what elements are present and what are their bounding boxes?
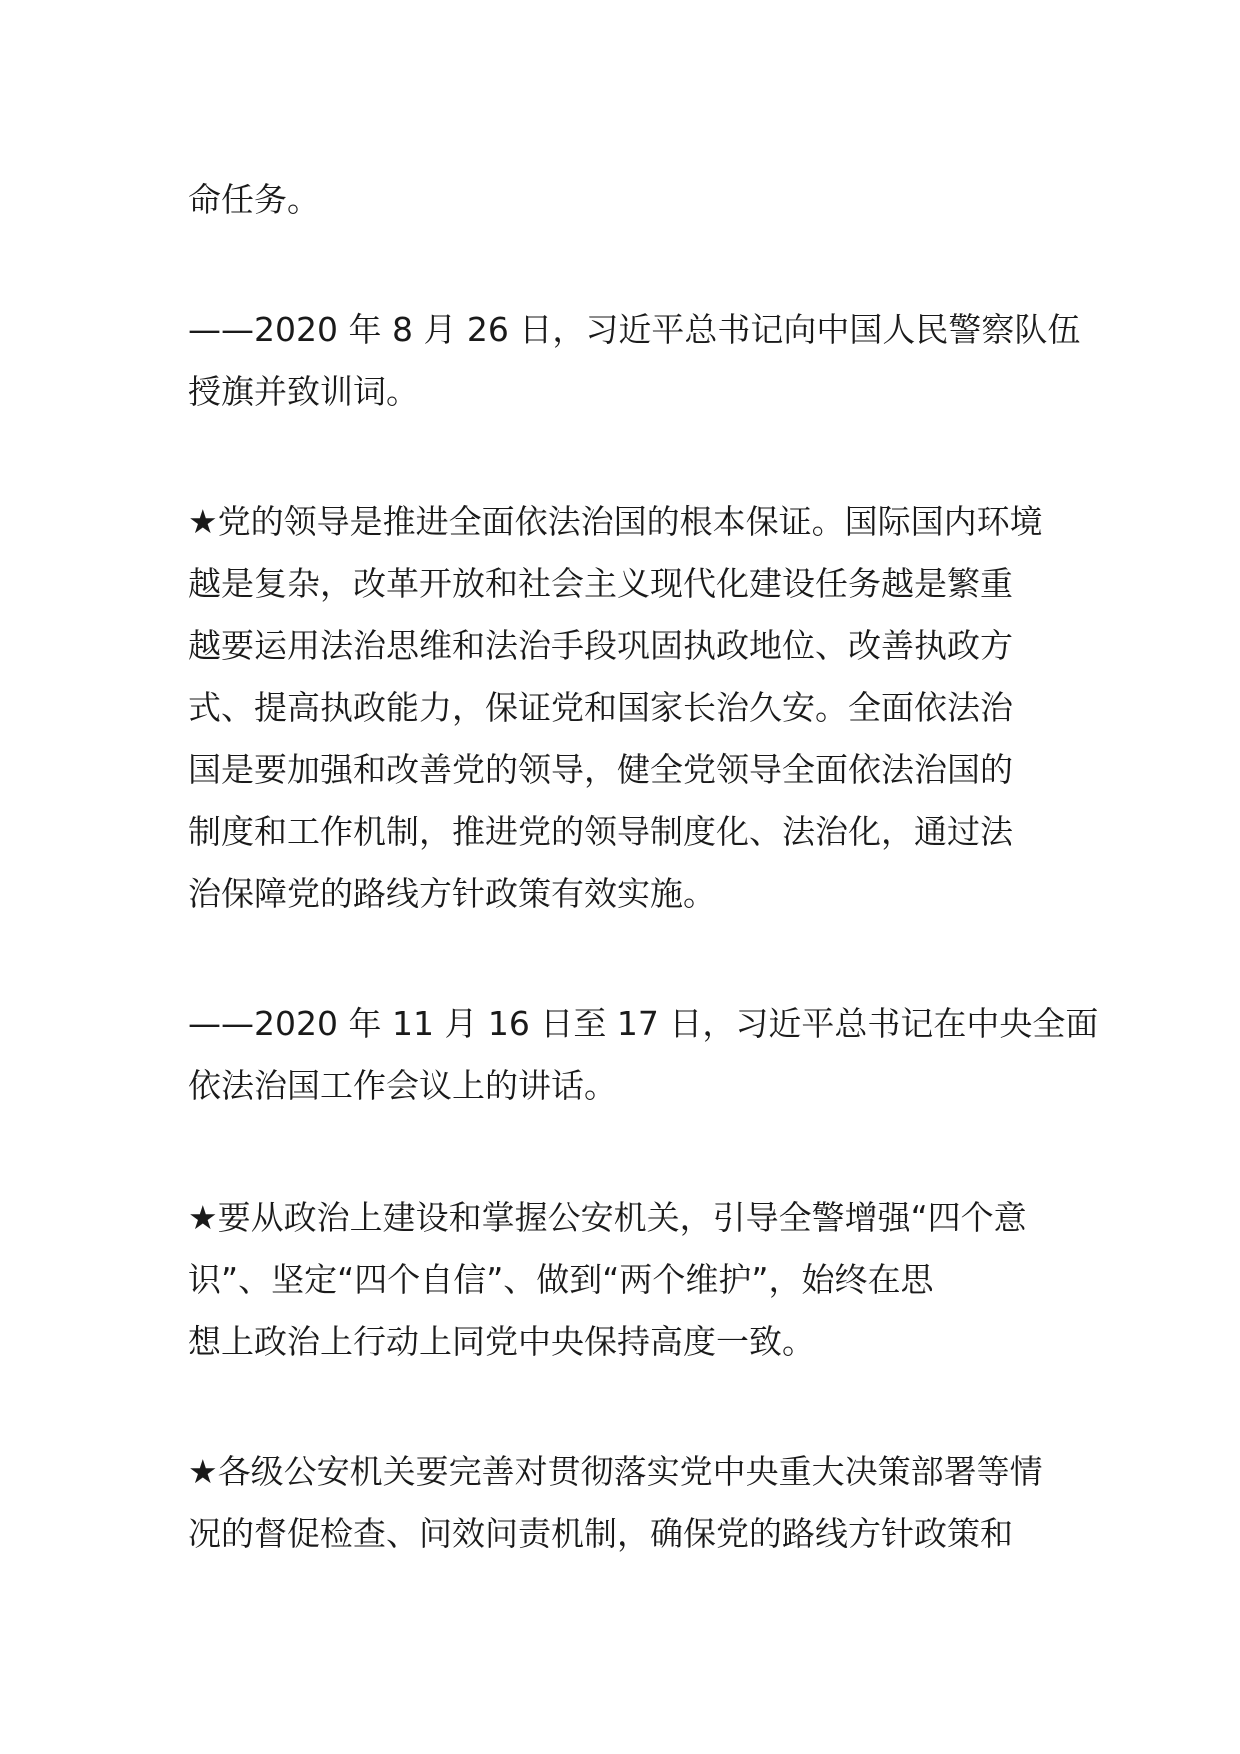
citation-line: ——2020 年 11 月 16 日至 17 日，习近平总书记在中央全面 bbox=[188, 1004, 1099, 1043]
citation-line: 依法治国工作会议上的讲话。 bbox=[188, 1066, 617, 1105]
paragraph-line: ★要从政治上建设和掌握公安机关，引导全警增强“四个意 bbox=[188, 1198, 1027, 1237]
paragraph-line: 识”、坚定“四个自信”、做到“两个维护”，始终在思 bbox=[188, 1260, 934, 1299]
paragraph-line: ★各级公安机关要完善对贯彻落实党中央重大决策部署等情 bbox=[188, 1452, 1043, 1491]
paragraph-line: 越要运用法治思维和法治手段巩固执政地位、改善执政方 bbox=[188, 626, 1013, 665]
citation-line: ——2020 年 8 月 26 日，习近平总书记向中国人民警察队伍 bbox=[188, 310, 1081, 349]
text-line: 命任务。 bbox=[188, 180, 320, 219]
paragraph-line: 制度和工作机制，推进党的领导制度化、法治化，通过法 bbox=[188, 812, 1013, 851]
paragraph-line: 式、提高执政能力，保证党和国家长治久安。全面依法治 bbox=[188, 688, 1013, 727]
paragraph-line: 国是要加强和改善党的领导，健全党领导全面依法治国的 bbox=[188, 750, 1013, 789]
paragraph-line: 想上政治上行动上同党中央保持高度一致。 bbox=[188, 1322, 815, 1361]
paragraph-line: 越是复杂，改革开放和社会主义现代化建设任务越是繁重 bbox=[188, 564, 1013, 603]
paragraph-line: 况的督促检查、问效问责机制，确保党的路线方针政策和 bbox=[188, 1514, 1013, 1553]
paragraph-line: ★党的领导是推进全面依法治国的根本保证。国际国内环境 bbox=[188, 502, 1043, 541]
paragraph-line: 治保障党的路线方针政策有效实施。 bbox=[188, 874, 716, 913]
citation-line: 授旗并致训词。 bbox=[188, 372, 419, 411]
